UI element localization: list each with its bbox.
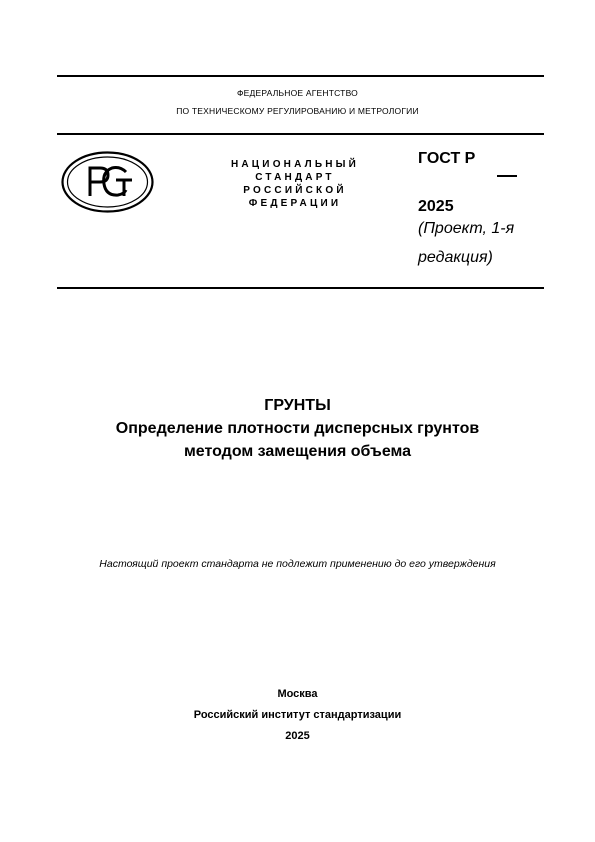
agency-line-1: ФЕДЕРАЛЬНОЕ АГЕНТСТВО (237, 88, 358, 98)
edition-note: (Проект, 1-я редакция) (418, 220, 515, 266)
standard-year: 2025 (418, 198, 454, 215)
national-line-2: СТАНДАРТ (255, 172, 335, 183)
gost-designation: ГОСТ Р (418, 150, 476, 167)
draft-notice: Настоящий проект стандарта не подлежит применению до его утверждения (99, 558, 496, 570)
top-rule (57, 75, 544, 77)
national-line-3: РОССИЙСКОЙ (243, 185, 347, 196)
publisher-institute: Российский институт стандартизации (193, 709, 402, 721)
publisher-city: Москва (277, 688, 318, 700)
national-line-4: ФЕДЕРАЦИИ (248, 198, 342, 209)
agency-line-2: ПО ТЕХНИЧЕСКОМУ РЕГУЛИРОВАНИЮ И МЕТРОЛОГИИ (176, 106, 419, 116)
document-title (0, 394, 595, 463)
title-line-3: методом замещения объема (183, 443, 412, 460)
gost-emblem-icon (60, 150, 155, 214)
national-standard-label (205, 158, 385, 210)
number-blank-dash (497, 175, 517, 177)
national-line-1: НАЦИОНАЛЬНЫЙ (230, 159, 360, 170)
block-rule (57, 287, 544, 289)
header-rule (57, 133, 544, 135)
publisher-year: 2025 (285, 730, 310, 742)
title-line-2: Определение плотности дисперсных грунтов (115, 420, 480, 437)
title-line-1: ГРУНТЫ (264, 397, 331, 414)
